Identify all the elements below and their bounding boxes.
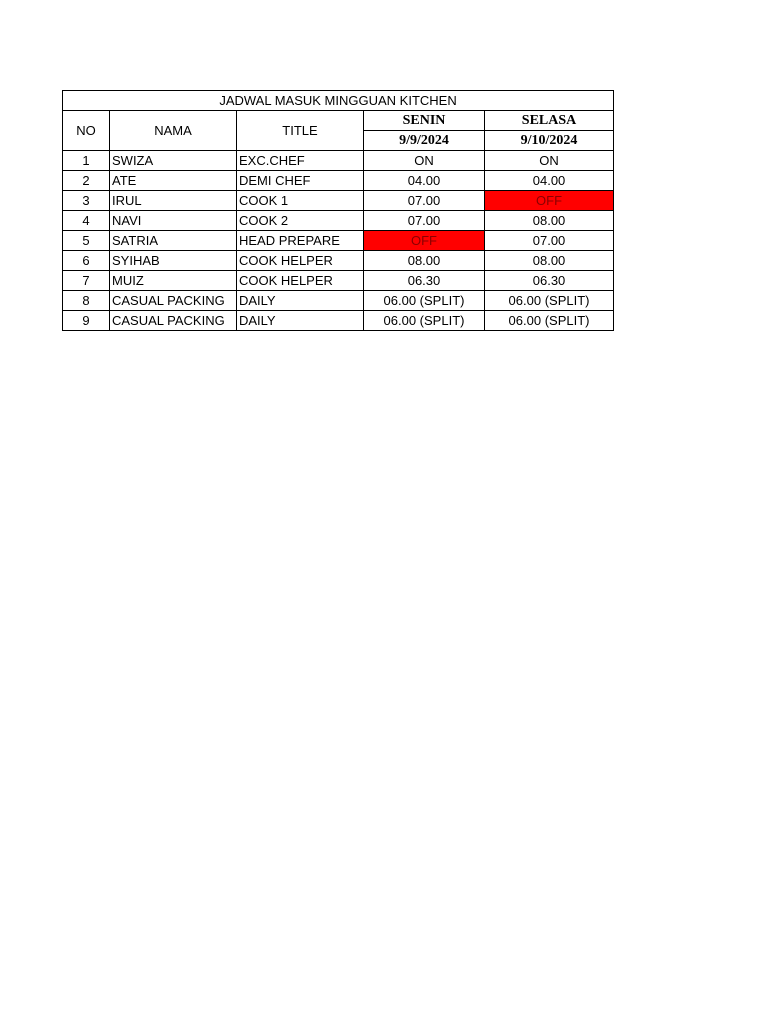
header-title[interactable]: TITLE (237, 111, 364, 151)
cell-title[interactable]: DAILY (237, 311, 364, 331)
table-row (63, 231, 614, 251)
table-row (63, 311, 614, 331)
cell-selasa[interactable]: 08.00 (485, 211, 614, 231)
cell-nama[interactable]: IRUL (110, 191, 237, 211)
schedule-body (63, 151, 614, 331)
title-row (63, 91, 614, 111)
cell-no[interactable]: 4 (63, 211, 110, 231)
schedule-table (62, 90, 614, 331)
cell-senin[interactable]: 08.00 (364, 251, 485, 271)
cell-no[interactable]: 6 (63, 251, 110, 271)
table-row (63, 271, 614, 291)
cell-selasa[interactable]: 06.00 (SPLIT) (485, 311, 614, 331)
cell-no[interactable]: 8 (63, 291, 110, 311)
cell-senin[interactable]: ON (364, 151, 485, 171)
header-date-senin[interactable]: 9/9/2024 (364, 131, 485, 151)
cell-nama[interactable]: ATE (110, 171, 237, 191)
cell-senin[interactable]: 06.30 (364, 271, 485, 291)
cell-title[interactable]: EXC.CHEF (237, 151, 364, 171)
cell-nama[interactable]: NAVI (110, 211, 237, 231)
cell-selasa[interactable]: 06.00 (SPLIT) (485, 291, 614, 311)
cell-selasa[interactable]: 08.00 (485, 251, 614, 271)
cell-nama[interactable]: SWIZA (110, 151, 237, 171)
cell-senin[interactable]: 04.00 (364, 171, 485, 191)
cell-title[interactable]: DAILY (237, 291, 364, 311)
cell-title[interactable]: HEAD PREPARE (237, 231, 364, 251)
header-date-selasa[interactable]: 9/10/2024 (485, 131, 614, 151)
cell-no[interactable]: 2 (63, 171, 110, 191)
cell-title[interactable]: DEMI CHEF (237, 171, 364, 191)
table-row (63, 251, 614, 271)
cell-senin[interactable]: 07.00 (364, 191, 485, 211)
cell-nama[interactable]: MUIZ (110, 271, 237, 291)
cell-title[interactable]: COOK 2 (237, 211, 364, 231)
table-row (63, 191, 614, 211)
sheet-title[interactable]: JADWAL MASUK MINGGUAN KITCHEN (63, 91, 614, 111)
cell-title[interactable]: COOK HELPER (237, 271, 364, 291)
cell-no[interactable]: 5 (63, 231, 110, 251)
cell-senin[interactable]: 06.00 (SPLIT) (364, 291, 485, 311)
cell-selasa[interactable]: 04.00 (485, 171, 614, 191)
header-day-selasa[interactable]: SELASA (485, 111, 614, 131)
cell-title[interactable]: COOK HELPER (237, 251, 364, 271)
cell-senin[interactable]: 06.00 (SPLIT) (364, 311, 485, 331)
cell-selasa[interactable]: 07.00 (485, 231, 614, 251)
cell-selasa[interactable]: ON (485, 151, 614, 171)
cell-no[interactable]: 7 (63, 271, 110, 291)
cell-nama[interactable]: CASUAL PACKING (110, 291, 237, 311)
cell-selasa[interactable]: OFF (485, 191, 614, 211)
cell-nama[interactable]: SATRIA (110, 231, 237, 251)
header-day-senin[interactable]: SENIN (364, 111, 485, 131)
header-row-days (63, 111, 614, 131)
cell-no[interactable]: 9 (63, 311, 110, 331)
cell-selasa[interactable]: 06.30 (485, 271, 614, 291)
cell-no[interactable]: 1 (63, 151, 110, 171)
cell-title[interactable]: COOK 1 (237, 191, 364, 211)
cell-senin[interactable]: 07.00 (364, 211, 485, 231)
cell-senin[interactable]: OFF (364, 231, 485, 251)
header-no[interactable]: NO (63, 111, 110, 151)
cell-nama[interactable]: SYIHAB (110, 251, 237, 271)
cell-no[interactable]: 3 (63, 191, 110, 211)
header-nama[interactable]: NAMA (110, 111, 237, 151)
cell-nama[interactable]: CASUAL PACKING (110, 311, 237, 331)
table-row (63, 171, 614, 191)
table-row (63, 211, 614, 231)
table-row (63, 151, 614, 171)
table-row (63, 291, 614, 311)
schedule-sheet (62, 90, 614, 331)
